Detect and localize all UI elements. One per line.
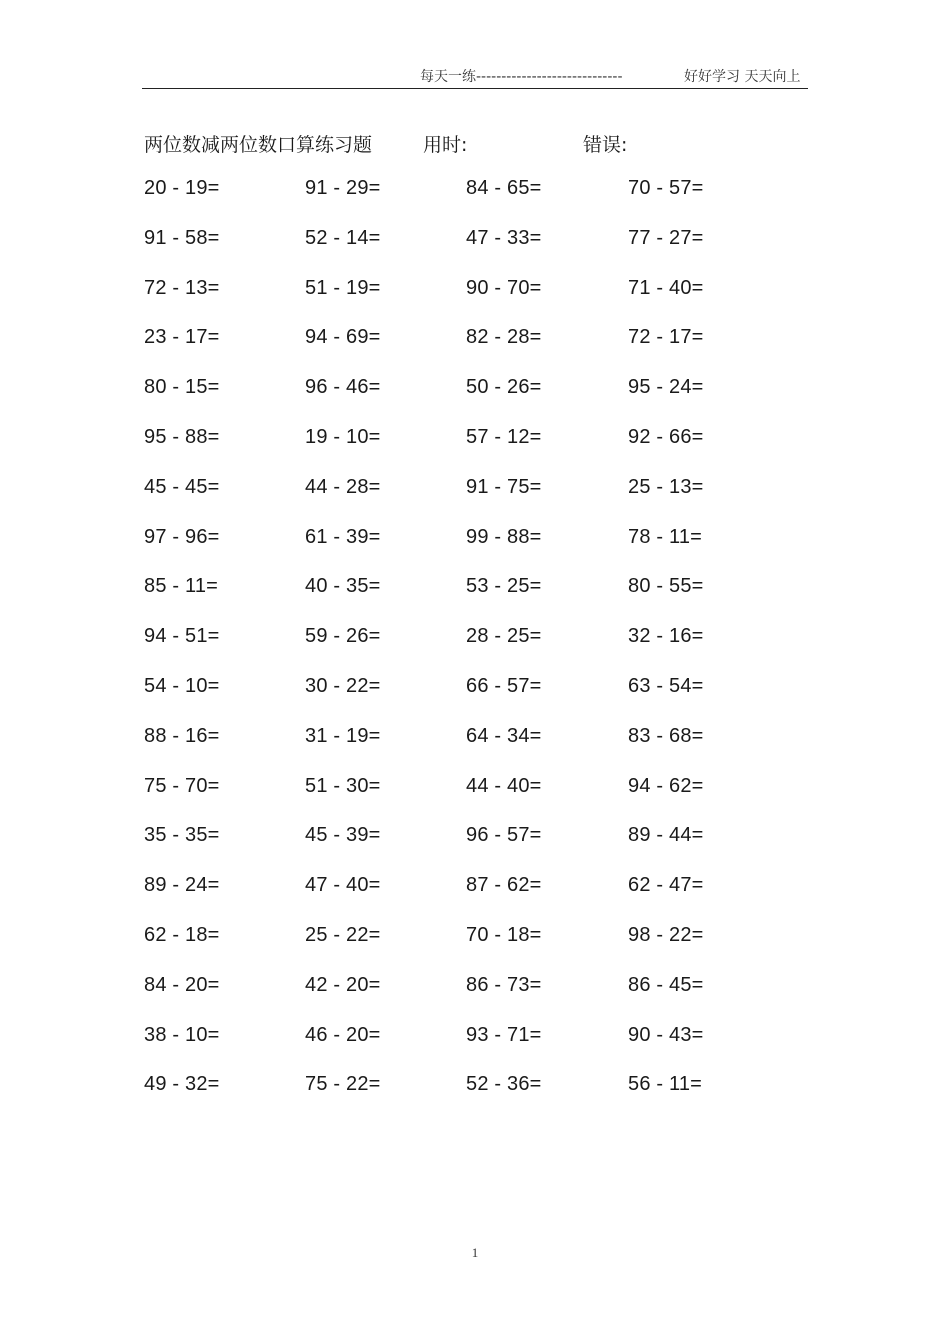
problem-item: 49 - 32= [144, 1073, 220, 1096]
problem-item: 70 - 57= [628, 177, 704, 199]
problem-row [144, 426, 824, 476]
problem-item: 31 - 19= [305, 724, 381, 747]
problem-item: 86 - 73= [466, 973, 542, 996]
problem-item: 87 - 62= [466, 874, 542, 897]
problem-item: 90 - 70= [466, 276, 542, 299]
problem-item: 42 - 20= [305, 973, 381, 996]
problem-row [144, 277, 824, 327]
problem-item: 40 - 35= [305, 575, 381, 598]
page-number: 1 [471, 1245, 479, 1260]
problem-item: 92 - 66= [628, 425, 704, 448]
problem-item: 94 - 62= [628, 774, 704, 797]
problem-item: 84 - 20= [144, 973, 220, 996]
problem-item: 45 - 45= [144, 475, 220, 498]
problem-item: 91 - 75= [466, 475, 542, 498]
problem-row [144, 376, 824, 426]
problem-row [144, 725, 824, 775]
problem-item: 89 - 44= [628, 824, 704, 847]
problem-item: 72 - 13= [144, 276, 220, 299]
problem-item: 44 - 28= [305, 475, 381, 498]
time-label: 用时: [423, 134, 468, 156]
problem-item: 78 - 11= [628, 525, 703, 548]
problem-item: 94 - 51= [144, 625, 220, 648]
problem-item: 75 - 70= [144, 774, 220, 797]
problem-row [144, 326, 824, 376]
problem-item: 90 - 43= [628, 1023, 704, 1046]
problem-row [144, 974, 824, 1024]
problem-item: 91 - 29= [305, 177, 381, 199]
problem-item: 25 - 13= [628, 475, 704, 498]
problem-item: 47 - 33= [466, 226, 542, 249]
problem-item: 62 - 47= [628, 874, 704, 897]
problem-item: 19 - 10= [305, 425, 381, 448]
problem-item: 51 - 19= [305, 276, 381, 299]
problem-item: 93 - 71= [466, 1023, 542, 1046]
problem-row [144, 625, 824, 675]
problem-item: 59 - 26= [305, 625, 381, 648]
problem-row [144, 476, 824, 526]
problem-item: 86 - 45= [628, 973, 704, 996]
problem-item: 57 - 12= [466, 425, 542, 448]
problem-item: 25 - 22= [305, 923, 381, 946]
problem-item: 23 - 17= [144, 326, 220, 349]
problem-item: 71 - 40= [628, 276, 704, 299]
problem-item: 54 - 10= [144, 674, 220, 697]
problem-item: 96 - 57= [466, 824, 542, 847]
problem-grid [144, 177, 824, 1123]
problem-item: 66 - 57= [466, 674, 542, 697]
problem-item: 80 - 55= [628, 575, 704, 598]
problem-item: 77 - 27= [628, 226, 704, 249]
problem-item: 45 - 39= [305, 824, 381, 847]
problem-item: 96 - 46= [305, 376, 381, 399]
problem-item: 64 - 34= [466, 724, 542, 747]
problem-item: 56 - 11= [628, 1073, 703, 1096]
problem-row [144, 874, 824, 924]
problem-item: 28 - 25= [466, 625, 542, 648]
problem-item: 91 - 58= [144, 226, 220, 249]
problem-row [144, 1024, 824, 1074]
problem-row [144, 824, 824, 874]
problem-item: 30 - 22= [305, 674, 381, 697]
problem-row [144, 924, 824, 974]
problem-item: 52 - 14= [305, 226, 381, 249]
problem-item: 98 - 22= [628, 923, 704, 946]
problem-item: 32 - 16= [628, 625, 704, 648]
error-label: 错误: [583, 134, 628, 156]
problem-item: 53 - 25= [466, 575, 542, 598]
problem-item: 44 - 40= [466, 774, 542, 797]
problem-row [144, 775, 824, 825]
problem-item: 83 - 68= [628, 724, 704, 747]
problem-row [144, 1073, 824, 1123]
problem-item: 99 - 88= [466, 525, 542, 548]
problem-item: 95 - 88= [144, 425, 220, 448]
problem-item: 47 - 40= [305, 874, 381, 897]
problem-item: 89 - 24= [144, 874, 220, 897]
problem-item: 52 - 36= [466, 1073, 542, 1096]
problem-item: 97 - 96= [144, 525, 220, 548]
problem-item: 38 - 10= [144, 1023, 220, 1046]
problem-row [144, 227, 824, 277]
problem-item: 62 - 18= [144, 923, 220, 946]
header-divider [142, 88, 808, 89]
problem-item: 35 - 35= [144, 824, 220, 847]
problem-row [144, 177, 824, 227]
problem-item: 82 - 28= [466, 326, 542, 349]
header-right-text: 好好学习 天天向上 [684, 69, 801, 85]
problem-row [144, 526, 824, 576]
problem-item: 50 - 26= [466, 376, 542, 399]
worksheet-title: 两位数减两位数口算练习题 [144, 134, 373, 156]
problem-item: 94 - 69= [305, 326, 381, 349]
problem-row [144, 675, 824, 725]
problem-item: 72 - 17= [628, 326, 704, 349]
problem-item: 80 - 15= [144, 376, 220, 399]
problem-item: 88 - 16= [144, 724, 220, 747]
problem-item: 51 - 30= [305, 774, 381, 797]
header-left-text: 每天一练----------------------------- [420, 69, 623, 85]
problem-item: 20 - 19= [144, 177, 220, 199]
problem-row [144, 575, 824, 625]
problem-item: 70 - 18= [466, 923, 542, 946]
problem-item: 61 - 39= [305, 525, 381, 548]
problem-item: 75 - 22= [305, 1073, 381, 1096]
problem-item: 46 - 20= [305, 1023, 381, 1046]
problem-item: 95 - 24= [628, 376, 704, 399]
problem-item: 63 - 54= [628, 674, 704, 697]
problem-item: 84 - 65= [466, 177, 542, 199]
problem-item: 85 - 11= [144, 575, 219, 598]
